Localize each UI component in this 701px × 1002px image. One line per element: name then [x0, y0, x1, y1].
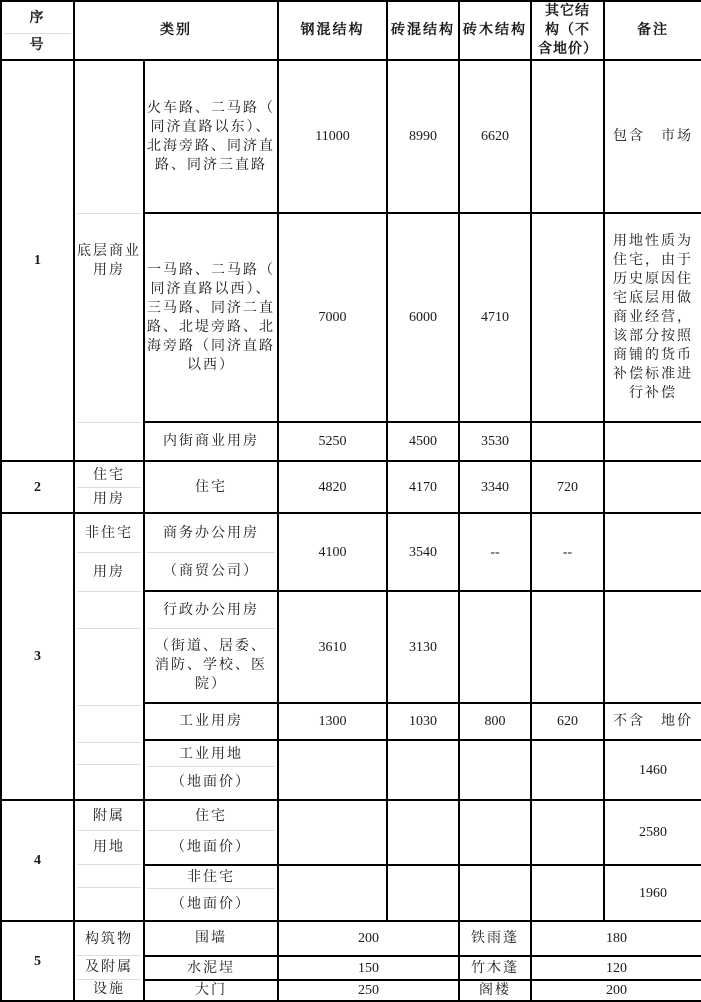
table-row [1, 60, 701, 213]
category-group-3-top: 非住宅 [77, 515, 141, 553]
brick-concrete-value: 1030 [387, 703, 459, 740]
remark-cell-empty [604, 513, 701, 591]
brick-wood-value-empty [459, 800, 531, 865]
structure-item-cell: 竹木蓬 [459, 956, 531, 980]
steel-value-empty [278, 800, 387, 865]
header-other-structure: 其它结构（不含地价） [531, 1, 604, 60]
header-serial [1, 1, 74, 60]
structure-item-value: 120 [531, 956, 701, 980]
category-group-3 [74, 513, 144, 800]
subcategory-cell: 工业用房 [144, 703, 278, 740]
remark-value: 1460 [604, 740, 701, 800]
brick-concrete-value-empty [387, 740, 459, 800]
subcategory-cell [144, 865, 278, 921]
subcategory-line1: 非住宅 [147, 867, 275, 889]
table-row [1, 513, 701, 591]
other-value-empty [531, 213, 604, 422]
subcategory-line1: 住宅 [147, 802, 275, 831]
steel-value-empty [278, 740, 387, 800]
header-serial-top: 序 [4, 4, 71, 34]
brick-wood-value: 800 [459, 703, 531, 740]
table-row [1, 461, 701, 513]
structure-item-cell: 阁楼 [459, 980, 531, 1001]
remark-cell-empty [604, 591, 701, 703]
category-group-3-bottom: 用房 [77, 553, 141, 592]
remark-cell-empty [604, 422, 701, 461]
remark-cell: 不含 地价 [604, 703, 701, 740]
category-group-2-top: 住宅 [77, 463, 141, 488]
subcategory-line2: （街道、居委、消防、学校、医院） [155, 638, 267, 692]
brick-concrete-value-empty [387, 865, 459, 921]
remark-cell: 包含 市场 [604, 60, 701, 213]
header-category: 类别 [74, 1, 278, 60]
steel-value: 3610 [278, 591, 387, 703]
brick-wood-value: 3340 [459, 461, 531, 513]
category-group-2 [74, 461, 144, 513]
category-group-4-top: 附属 [77, 802, 141, 831]
table-row [1, 921, 701, 956]
subcategory-line1: 工业用地 [147, 742, 275, 767]
serial-1: 1 [1, 60, 74, 461]
category-group-5-line2: 及附属 [77, 956, 141, 979]
brick-wood-value-empty [459, 591, 531, 703]
brick-concrete-value: 4500 [387, 422, 459, 461]
subcategory-line2: （地面价） [171, 896, 251, 912]
category-group-1-label: 底层商业用房 [77, 243, 141, 278]
steel-value: 5250 [278, 422, 387, 461]
structure-item-value: 200 [278, 921, 459, 956]
category-group-4 [74, 800, 144, 921]
steel-value-empty [278, 865, 387, 921]
remark-cell: 用地性质为住宅，由于历史原因住宅底层用做商业经营，该部分按照商铺的货币补偿标准进行补偿 [604, 213, 701, 422]
subcategory-cell: 内街商业用房 [144, 422, 278, 461]
structure-item-value: 180 [531, 921, 701, 956]
header-steel-concrete: 钢混结构 [278, 1, 387, 60]
header-remark: 备注 [604, 1, 701, 60]
other-value-empty [531, 591, 604, 703]
brick-concrete-value: 6000 [387, 213, 459, 422]
steel-value: 7000 [278, 213, 387, 422]
remark-value: 2580 [604, 800, 701, 865]
structure-item-cell: 大门 [144, 980, 278, 1001]
table-row [1, 800, 701, 865]
brick-concrete-value: 3130 [387, 591, 459, 703]
serial-5: 5 [1, 921, 74, 1001]
category-group-4-bottom: 用地 [77, 831, 141, 865]
category-group-1 [74, 60, 144, 461]
steel-value: 4820 [278, 461, 387, 513]
header-row [1, 1, 701, 60]
brick-wood-value: 6620 [459, 60, 531, 213]
steel-value: 11000 [278, 60, 387, 213]
subcategory-line2: （商贸公司） [163, 563, 259, 579]
other-value: 720 [531, 461, 604, 513]
structure-item-cell: 铁雨蓬 [459, 921, 531, 956]
subcategory-line1: 行政办公用房 [147, 593, 275, 629]
structure-item-cell: 围墙 [144, 921, 278, 956]
other-value-empty [531, 800, 604, 865]
other-value-empty [531, 422, 604, 461]
brick-concrete-value: 4170 [387, 461, 459, 513]
category-group-2-bottom: 用房 [93, 492, 125, 507]
brick-concrete-value-empty [387, 800, 459, 865]
steel-value: 1300 [278, 703, 387, 740]
other-value-empty [531, 865, 604, 921]
structure-item-cell: 水泥埕 [144, 956, 278, 980]
category-group-5-line1: 构筑物 [77, 924, 141, 957]
subcategory-line1: 商务办公用房 [147, 515, 275, 553]
subcategory-line2: （地面价） [171, 775, 251, 790]
structure-item-value: 250 [278, 980, 459, 1001]
serial-3: 3 [1, 513, 74, 800]
serial-4: 4 [1, 800, 74, 921]
subcategory-cell [144, 513, 278, 591]
header-brick-wood: 砖木结构 [459, 1, 531, 60]
subcategory-cell [144, 591, 278, 703]
brick-wood-value-empty [459, 740, 531, 800]
serial-2: 2 [1, 461, 74, 513]
brick-concrete-value: 8990 [387, 60, 459, 213]
steel-value: 4100 [278, 513, 387, 591]
subcategory-cell: 火车路、二马路（同济直路以东）、北海旁路、同济直路、同济三直路 [144, 60, 278, 213]
subcategory-cell [144, 800, 278, 865]
brick-wood-value: -- [459, 513, 531, 591]
subcategory-cell: 住宅 [144, 461, 278, 513]
brick-wood-value: 3530 [459, 422, 531, 461]
subcategory-cell [144, 740, 278, 800]
category-group-5 [74, 921, 144, 1001]
remark-value: 1960 [604, 865, 701, 921]
subcategory-cell: 一马路、二马路（同济直路以西）、三马路、同济二直路、北堤旁路、北海旁路（同济直路以西） [144, 213, 278, 422]
header-brick-concrete: 砖混结构 [387, 1, 459, 60]
structure-item-value: 150 [278, 956, 459, 980]
brick-concrete-value: 3540 [387, 513, 459, 591]
other-value-empty [531, 740, 604, 800]
category-group-5-line3: 设施 [93, 981, 125, 997]
brick-wood-value: 4710 [459, 213, 531, 422]
header-serial-bottom: 号 [29, 38, 46, 53]
other-value: 620 [531, 703, 604, 740]
structure-item-value: 200 [531, 980, 701, 1001]
other-value: -- [531, 513, 604, 591]
subcategory-line2: （地面价） [171, 839, 251, 855]
other-value-empty [531, 60, 604, 213]
brick-wood-value-empty [459, 865, 531, 921]
remark-cell-empty [604, 461, 701, 513]
